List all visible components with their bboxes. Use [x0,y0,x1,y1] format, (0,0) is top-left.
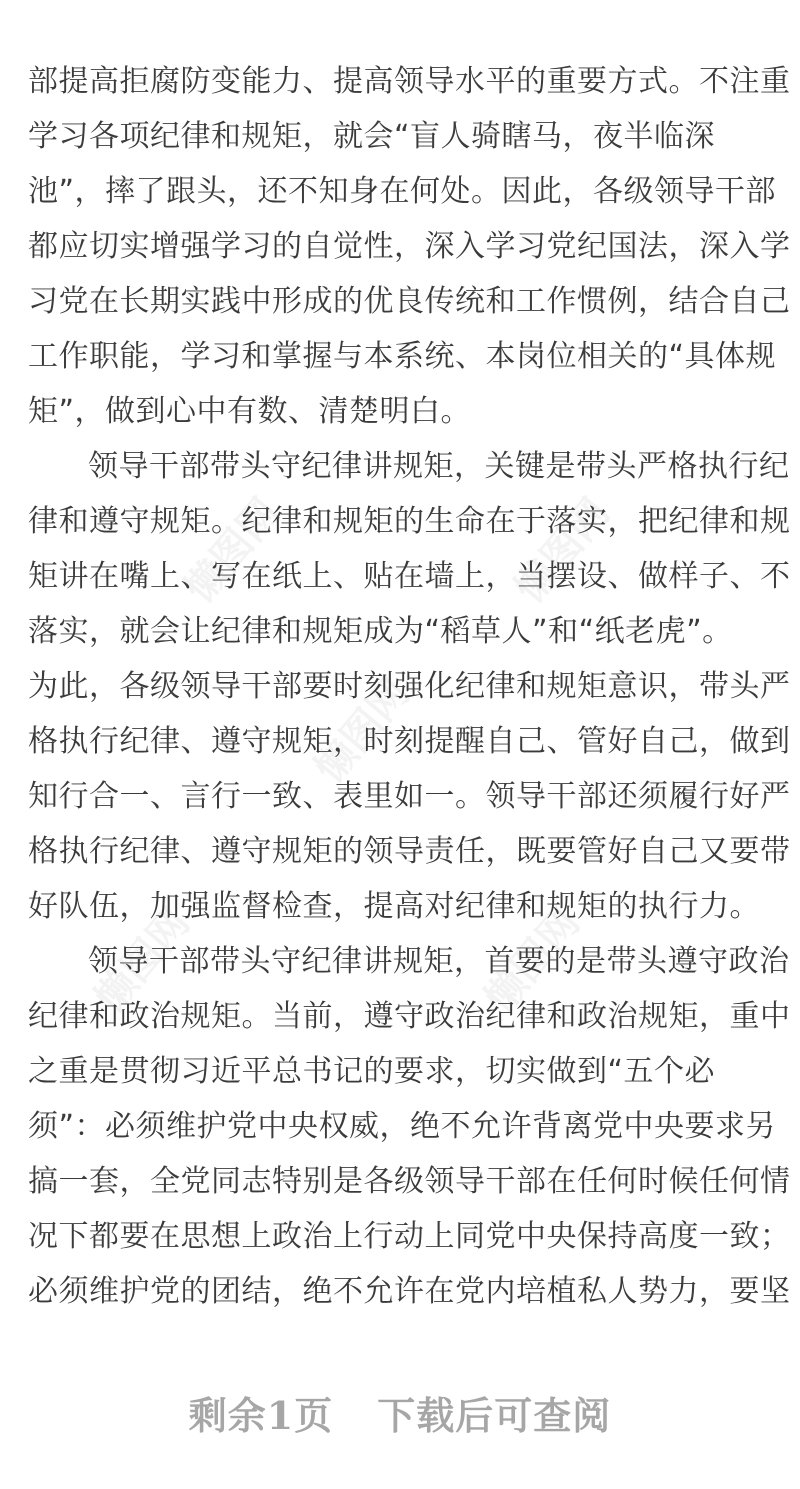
text-line: 之重是贯彻习近平总书记的要求，切实做到“五个必 [28,1054,716,1089]
text-line: 律和遵守规矩。纪律和规矩的生命在于落实，把纪律和规 [28,504,791,539]
watermark-logo: 懒图网 [475,899,589,1022]
text-line: 矩”，做到心中有数、清楚明白。 [28,394,472,429]
text-line: 搞一套，全党同志特别是各级领导干部在任何时候任何情 [28,1164,791,1199]
text-line: 况下都要在思想上政治上行动上同党中央保持高度一致； [28,1219,791,1254]
watermark-logo: 懒图网 [175,489,289,612]
watermark-logo: 懒图网 [505,489,619,612]
text-line: 知行合一、言行一致、表里如一。领导干部还须履行好严 [28,779,791,814]
watermark-logo: 懒图网 [305,669,419,792]
text-line: 习党在长期实践中形成的优良传统和工作惯例，结合自己 [28,284,791,319]
text-line: 都应切实增强学习的自觉性，深入学习党纪国法，深入学 [28,229,791,264]
remaining-pages-label[interactable]: 剩余1页 [188,1392,334,1438]
text-line: 学习各项纪律和规矩，就会“盲人骑瞎马，夜半临深 [28,119,716,154]
download-to-view-label[interactable]: 下载后可查阅 [377,1392,612,1438]
text-line: 工作职能，学习和掌握与本系统、本岗位相关的“具体规 [28,339,777,374]
text-line: 格执行纪律、遵守规矩的领导责任，既要管好自己又要带 [28,834,791,869]
watermark-logo: 懒图网 [85,899,199,1022]
text-line: 部提高拒腐防变能力、提高领导水平的重要方式。不注重 [28,64,791,99]
download-prompt[interactable] [0,1380,800,1444]
text-line: 池”，摔了跟头，还不知身在何处。因此，各级领导干部 [28,174,777,209]
paragraph-first-line: 领导干部带头守纪律讲规矩，关键是带头严格执行纪 [88,449,790,484]
paragraph-first-line: 领导干部带头守纪律讲规矩，首要的是带头遵守政治 [88,944,790,979]
text-line: 落实，就会让纪律和规矩成为“稻草人”和“纸老虎”。 [28,614,733,649]
text-line: 好队伍，加强监督检查，提高对纪律和规矩的执行力。 [28,889,760,924]
text-line: 矩讲在嘴上、写在纸上、贴在墙上，当摆设、做样子、不 [28,559,791,594]
text-line: 格执行纪律、遵守规矩，时刻提醒自己、管好自己，做到 [28,724,791,759]
text-line: 须”：必须维护党中央权威，绝不允许背离党中央要求另 [28,1109,777,1144]
text-line: 为此，各级领导干部要时刻强化纪律和规矩意识，带头严 [28,669,791,704]
text-line: 纪律和政治规矩。当前，遵守政治纪律和政治规矩，重中 [28,999,791,1034]
text-line: 必须维护党的团结，绝不允许在党内培植私人势力，要坚 [28,1274,791,1309]
